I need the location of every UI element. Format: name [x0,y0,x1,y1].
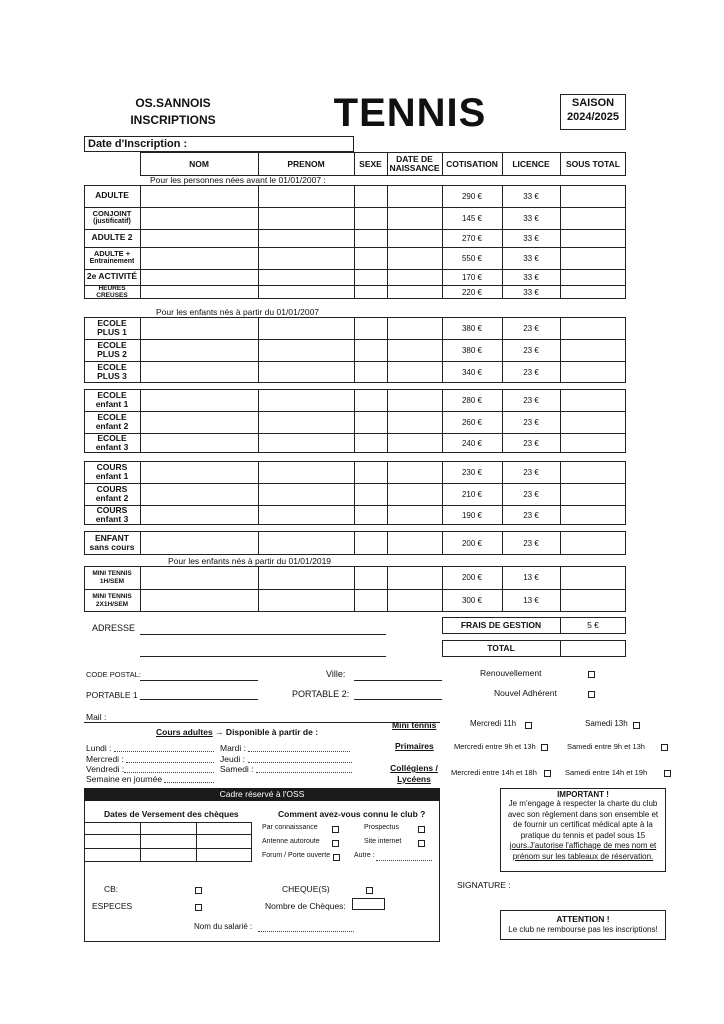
important-line: pratique du tennis et padel sous 15 [520,830,646,840]
input-sous-total[interactable] [561,286,625,298]
input-nom[interactable] [141,186,257,206]
prim-mer-checkbox[interactable] [541,744,548,751]
col-nom-text: NOM [189,158,209,169]
portable2-field[interactable] [354,699,442,700]
input-naissance[interactable] [388,590,441,611]
nb-cheques-label: Nombre de Chèques: [265,901,346,911]
input-nom[interactable] [141,434,257,452]
input-naissance[interactable] [388,532,441,554]
input-sexe[interactable] [355,506,386,524]
input-sous-total[interactable] [561,362,625,382]
row-label [84,339,140,361]
row-label [84,317,140,339]
input-sexe[interactable] [355,286,386,298]
row-label [84,269,140,285]
input-sous-total[interactable] [561,590,625,611]
row-label-line2: 2X1H/SEM [95,600,129,608]
nouvel-label: Nouvel Adhérent [494,688,557,698]
input-nom[interactable] [141,318,257,338]
row-label [84,285,140,299]
row-label [84,483,140,505]
col-prenom-text: PRENOM [287,158,325,169]
col-sam-checkbox[interactable] [664,770,671,777]
row-label-line1: ENFANT [95,532,129,543]
input-prenom[interactable] [259,362,353,382]
row-label-line1: 2e ACTIVITÉ [86,271,138,282]
row-label-line2: PLUS 3 [97,371,127,381]
input-sexe[interactable] [355,340,386,360]
col-cotisation [442,152,502,176]
org-subtitle: INSCRIPTIONS [130,113,216,127]
input-sexe[interactable] [355,434,386,452]
input-prenom[interactable] [259,318,353,338]
row-label-line2: enfant 1 [95,471,129,481]
portable1-label: PORTABLE 1 [86,690,138,700]
cotisation-value: 240 € [461,438,483,448]
how-known-title: Comment avez-vous connu le club ? [278,809,426,819]
prospectus-checkbox[interactable] [418,826,425,833]
row-label-line2: sans cours [89,542,135,552]
input-sous-total[interactable] [561,462,625,482]
input-prenom[interactable] [259,590,353,611]
row-label [84,433,140,453]
important-line: jours.J'autorise l'affichage de mes nom et [509,841,657,850]
input-prenom[interactable] [259,506,353,524]
licence-value: 23 € [523,367,539,377]
row-label-line1: COURS [96,504,128,515]
input-prenom[interactable] [259,230,353,246]
site-label: Site internet [364,838,402,845]
input-sexe[interactable] [355,390,386,410]
prospectus-label: Prospectus [364,824,400,831]
oss-banner: Cadre réservé à l'OSS [84,788,440,801]
primaires-label: Primaires [395,741,434,751]
cotisation-value: 380 € [461,323,483,333]
row-label-line2: 1H/SEM [99,577,125,585]
input-nom[interactable] [141,248,257,268]
autre-label: Autre : [354,852,375,859]
input-nom[interactable] [141,532,257,554]
input-sexe[interactable] [355,248,386,268]
important-line: Je m'engage à respecter la charte du club [508,799,658,808]
row-label [84,389,140,411]
input-prenom[interactable] [259,412,353,432]
input-sous-total[interactable] [561,230,625,246]
cheques-label: CHEQUE(S) [282,884,330,894]
input-sous-total[interactable] [561,270,625,284]
cotisation-value: 210 € [461,489,483,499]
season-box [560,94,626,130]
renouvellement-checkbox[interactable] [588,671,595,678]
cheques-checkbox[interactable] [366,887,373,894]
code-postal-label: CODE POSTAL: [86,670,141,679]
cotisation-value: 200 € [461,538,483,548]
licence-value: 13 € [523,596,539,605]
input-sous-total[interactable] [561,434,625,452]
important-line: avec son règlement dans son ensemble et [507,809,659,819]
forum-label: Forum / Porte ouverte [262,852,331,859]
signature-label: SIGNATURE : [457,880,511,890]
licence-value: 23 € [523,467,539,477]
signature-field[interactable] [520,878,666,898]
input-sexe[interactable] [355,590,386,611]
season-value: 2024/2025 [567,111,619,123]
input-sous-total[interactable] [561,248,625,268]
adult-courses-title [156,727,318,737]
cotisation-value: 340 € [461,367,483,377]
input-prenom[interactable] [259,462,353,482]
jeudi-field[interactable] [248,762,352,763]
row-label [84,229,140,247]
row-label-line2: Entrainement [89,258,135,266]
row-label-line2: enfant 2 [95,493,129,503]
row-label-line1: CONJOINT [92,209,132,219]
cotisation-value: 145 € [461,213,483,223]
row-label [84,505,140,525]
col-sous-total [560,152,626,176]
col-licence-text: LICENCE [512,158,550,169]
row-label [84,461,140,483]
ville-field[interactable] [354,680,442,681]
input-nom[interactable] [141,230,257,246]
col-mer-label: Mercredi entre 14h et 18h [451,768,537,777]
row-label-line1: ADULTE 2 [91,232,133,243]
mini-mer-label: Mercredi 11h [470,719,517,728]
row-label [84,531,140,555]
cb-label: CB: [104,884,119,894]
input-naissance[interactable] [388,318,441,338]
input-sexe[interactable] [355,412,386,432]
row-label [84,566,140,589]
date-inscription-field[interactable] [84,136,354,152]
input-naissance[interactable] [388,362,441,382]
par-connaissance-checkbox[interactable] [332,826,339,833]
mardi-label: Mardi : [220,743,246,753]
lundi-field[interactable] [114,751,214,752]
input-naissance[interactable] [388,434,441,452]
row-label-line1: ECOLE [97,389,127,400]
input-sexe[interactable] [355,318,386,338]
input-sous-total[interactable] [561,484,625,504]
prim-sam-checkbox[interactable] [661,744,668,751]
row-label-line1: ECOLE [97,361,127,372]
attention-box [500,910,666,940]
samedi-field[interactable] [256,772,352,773]
adresse-line-1[interactable] [140,634,386,635]
col-naissance-text: DATE DE [396,154,433,165]
input-nom[interactable] [141,506,257,524]
cotisation-value: 270 € [461,233,483,243]
input-naissance[interactable] [388,340,441,360]
row-label [84,589,140,612]
especes-checkbox[interactable] [195,904,202,911]
semaine-field[interactable] [164,782,214,783]
cheque-dates-grid [84,822,252,862]
input-nom[interactable] [141,412,257,432]
row-label-line1: COURS [96,483,128,494]
vendredi-label: Vendredi : [86,764,125,774]
row-label-line1: ECOLE [97,339,127,350]
note-mini: Pour les enfants nés à partir du 01/01/2019 [168,556,332,566]
site-checkbox[interactable] [418,840,425,847]
forum-checkbox[interactable] [333,854,340,861]
col-sam-label: Samedi entre 14h et 19h [565,768,648,777]
input-sous-total[interactable] [561,567,625,588]
input-prenom[interactable] [259,532,353,554]
frais-value: 5 € [587,620,599,630]
row-label-line2: PLUS 2 [97,349,127,359]
input-nom[interactable] [141,484,257,504]
input-nom[interactable] [141,340,257,360]
input-sous-total[interactable] [561,208,625,228]
input-nom[interactable] [141,362,257,382]
cotisation-value: 220 € [461,287,483,297]
row-label-line1: ECOLE [97,432,127,443]
input-naissance[interactable] [388,390,441,410]
col-prenom [258,152,354,176]
input-naissance[interactable] [388,270,441,284]
important-title: IMPORTANT ! [557,790,609,799]
note-adults: Pour les personnes nées avant le 01/01/2007 : [150,175,326,185]
cotisation-value: 290 € [461,191,483,201]
cotisation-value: 550 € [461,253,483,263]
row-label [84,361,140,383]
input-prenom[interactable] [259,208,353,228]
attention-title: ATTENTION ! [556,914,610,924]
col-sexe-text: SEXE [359,158,382,169]
total-value-field[interactable] [561,641,625,656]
input-naissance[interactable] [388,208,441,228]
prim-mer-label: Mercredi entre 9h et 13h [454,742,536,751]
portable2-label: PORTABLE 2: [292,689,350,699]
licence-value: 33 € [523,233,539,243]
col-licence [502,152,560,176]
adresse-label: ADRESSE [92,623,136,633]
especes-label: ESPECES [92,901,133,911]
important-text [501,799,665,862]
input-nom[interactable] [141,462,257,482]
input-sexe[interactable] [355,208,386,228]
input-sexe[interactable] [355,362,386,382]
cb-checkbox[interactable] [195,887,202,894]
renouvellement-label: Renouvellement [480,668,542,678]
input-sexe[interactable] [355,270,386,284]
antenne-label: Antenne autoroute [262,838,320,845]
mail-label: Mail : [86,712,107,722]
input-prenom[interactable] [259,434,353,452]
cotisation-value: 300 € [461,596,483,605]
input-prenom[interactable] [259,186,353,206]
portable1-field[interactable] [140,699,258,700]
licence-value: 23 € [523,323,539,333]
dates-versement-title: Dates de Versement des chèques [104,809,239,819]
input-naissance[interactable] [388,286,441,298]
col-naissance-text: NAISSANCE [389,163,440,173]
input-prenom[interactable] [259,286,353,298]
code-postal-field[interactable] [140,680,258,681]
input-sous-total[interactable] [561,390,625,410]
cotisation-value: 190 € [461,510,483,520]
nb-cheques-field[interactable] [352,898,385,910]
mini-sam-checkbox[interactable] [633,722,640,729]
input-naissance[interactable] [388,230,441,246]
lundi-label: Lundi : [86,743,112,753]
mercredi-field[interactable] [126,762,214,763]
row-label-line2: PLUS 1 [97,327,127,337]
input-sexe[interactable] [355,567,386,588]
input-nom[interactable] [141,567,257,588]
cotisation-value: 280 € [461,395,483,405]
input-prenom[interactable] [259,248,353,268]
input-sous-total[interactable] [561,318,625,338]
page-title: TENNIS [333,91,487,135]
input-sexe[interactable] [355,230,386,246]
row-label-line1: ECOLE [97,317,127,328]
row-label-line1: MINI TENNIS [92,570,132,578]
col-naissance [387,152,442,176]
ville-label: Ville: [326,669,346,679]
row-label [84,411,140,433]
important-line: prénom sur les tableaux de réservation. [512,851,654,861]
input-sous-total[interactable] [561,186,625,206]
input-prenom[interactable] [259,484,353,504]
salarie-label: Nom du salarié : [194,922,253,931]
org-name: OS.SANNOIS [135,96,211,110]
mardi-field[interactable] [248,751,350,752]
input-naissance[interactable] [388,462,441,482]
licence-value: 23 € [523,395,539,405]
licence-value: 23 € [523,538,539,548]
row-label-line1: HEURES CREUSES [96,284,128,299]
row-label-line1: ADULTE + [93,249,131,259]
cotisation-value: 230 € [461,467,483,477]
col-nom [140,152,258,176]
row-label-line1: COURS [96,461,128,472]
row-label [84,247,140,269]
licence-value: 33 € [523,287,539,297]
adult-courses-label: Cours adultes [156,727,213,737]
adresse-line-2[interactable] [140,656,386,657]
input-naissance[interactable] [388,412,441,432]
lycee-label: Lycéens [397,774,431,784]
input-prenom[interactable] [259,340,353,360]
input-sous-total[interactable] [561,532,625,554]
row-label-line2: enfant 3 [95,442,129,452]
cotisation-value: 200 € [461,573,483,582]
antenne-checkbox[interactable] [332,840,339,847]
cotisation-value: 260 € [461,417,483,427]
salarie-field[interactable] [258,931,354,932]
important-line: de fournir un certificat médical apte à la [513,820,653,829]
col-sous-total-text: SOUS TOTAL [566,158,620,169]
input-sous-total[interactable] [561,340,625,360]
autre-field[interactable] [376,860,432,861]
row-label-line2: enfant 3 [95,514,129,524]
input-sexe[interactable] [355,462,386,482]
input-naissance[interactable] [388,186,441,206]
date-inscription-label: Date d'Inscription : [88,138,188,150]
vendredi-field[interactable] [124,772,214,773]
licence-value: 23 € [523,438,539,448]
row-label [84,207,140,229]
note-kids: Pour les enfants nés à partir du 01/01/2007 [156,307,320,317]
col-mer-checkbox[interactable] [544,770,551,777]
input-naissance[interactable] [388,567,441,588]
season-label: SAISON [571,97,615,109]
input-naissance[interactable] [388,506,441,524]
row-label-line2: enfant 2 [95,421,129,431]
college-label: Collégiens / [390,763,438,773]
input-sexe[interactable] [355,186,386,206]
licence-value: 23 € [523,510,539,520]
input-prenom[interactable] [259,390,353,410]
mini-mer-checkbox[interactable] [525,722,532,729]
licence-value: 33 € [523,191,539,201]
input-prenom[interactable] [259,270,353,284]
licence-value: 33 € [523,213,539,223]
par-connaissance-label: Par connaissance [262,824,318,831]
nouvel-checkbox[interactable] [588,691,595,698]
row-label-line1: ECOLE [97,411,127,422]
input-sous-total[interactable] [561,412,625,432]
samedi-label: Samedi : [220,764,254,774]
row-label-line1: ADULTE [95,190,129,201]
col-sexe [354,152,387,176]
input-sous-total[interactable] [561,506,625,524]
licence-value: 23 € [523,345,539,355]
important-box [500,788,666,872]
licence-value: 23 € [523,417,539,427]
licence-value: 33 € [523,272,539,282]
input-sexe[interactable] [355,484,386,504]
cotisation-value: 380 € [461,345,483,355]
licence-value: 33 € [523,253,539,263]
input-prenom[interactable] [259,567,353,588]
input-sexe[interactable] [355,532,386,554]
input-naissance[interactable] [388,248,441,268]
adult-courses-available: → Disponible à partir de : [215,727,319,737]
cotisation-value: 170 € [461,272,483,282]
row-label-line2: (justificatif) [93,218,131,226]
semaine-label: Semaine en journée [86,774,163,784]
row-label-line2: enfant 1 [95,399,129,409]
mini-tennis-label: Mini tennis [392,720,437,730]
mercredi-label: Mercredi : [86,754,124,764]
row-label [84,185,140,207]
row-label-line1: MINI TENNIS [92,593,132,601]
mini-sam-label: Samedi 13h [585,719,628,728]
input-nom[interactable] [141,208,257,228]
licence-value: 13 € [523,573,539,582]
input-naissance[interactable] [388,484,441,504]
attention-text: Le club ne rembourse pas les inscriptions! [508,925,658,934]
input-nom[interactable] [141,270,257,284]
input-nom[interactable] [141,590,257,611]
input-nom[interactable] [141,390,257,410]
jeudi-label: Jeudi : [220,754,246,764]
prim-sam-label: Samedi entre 9h et 13h [567,742,645,751]
input-nom[interactable] [141,286,257,298]
col-cotisation-text: COTISATION [446,158,498,169]
mail-field[interactable] [84,722,440,723]
frais-label: FRAIS DE GESTION [460,620,542,630]
total-label: TOTAL [487,643,515,653]
licence-value: 23 € [523,489,539,499]
